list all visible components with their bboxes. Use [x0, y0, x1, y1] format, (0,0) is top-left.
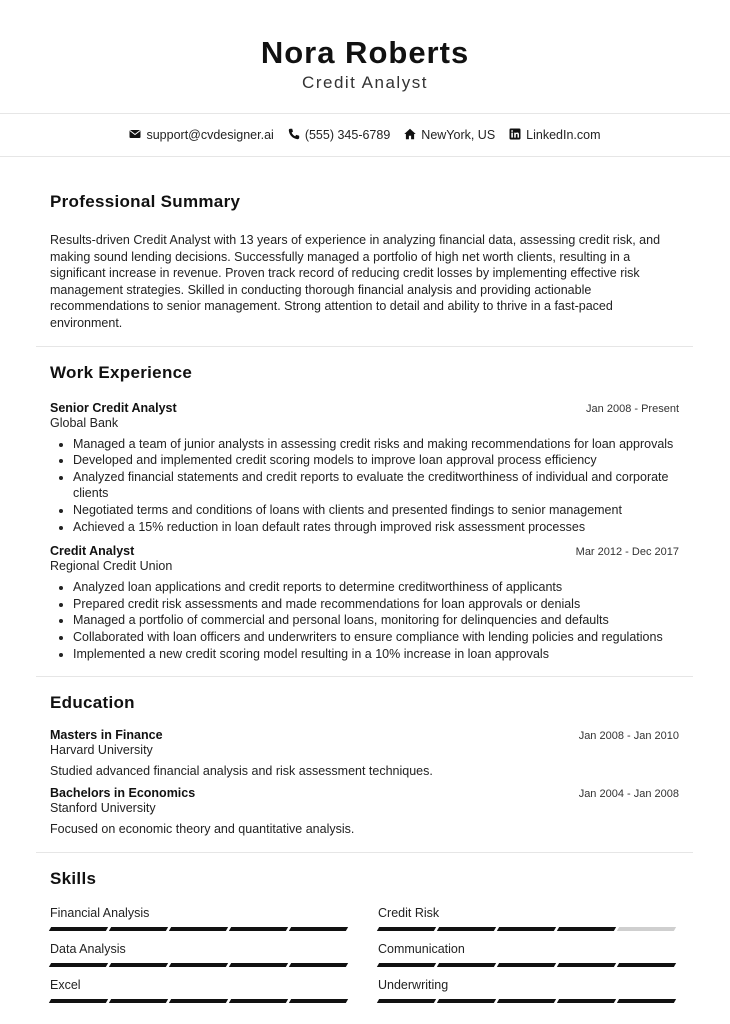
skill-item [50, 977, 350, 1013]
resume-body [36, 158, 693, 1013]
job-company: Global Bank [50, 415, 119, 430]
skill-level-segment-filled [377, 963, 436, 967]
bullet-item: • Prepared credit risk assessments and made recommendations for loan approvals or denials [73, 596, 679, 613]
bullet-item: • Achieved a 15% reduction in loan default rates through improved risk assessment processes [73, 519, 679, 536]
linkedin-text: LinkedIn.com [526, 128, 601, 142]
skill-name: Excel [50, 978, 81, 993]
skill-level-segment-filled [497, 927, 556, 931]
degree-title: Bachelors in Economics [50, 786, 196, 801]
education-dates: Jan 2008 - Jan 2010 [578, 730, 679, 743]
skills-heading: Skills [50, 869, 97, 889]
skill-level-bar [378, 999, 678, 1003]
skill-level-segment-filled [557, 963, 616, 967]
summary-section [36, 158, 693, 347]
skills-grid [50, 905, 679, 1013]
summary-text: Results-driven Credit Analyst with 13 years of experience in analyzing financial data, assessing credit risk, and making sound lending decisions. Successfully managed a portfolio of high net worth clients, resulting in a significant increase in revenue. Proven track record of reducing credit losses by implementing effective risk management strategies. Skilled in conducting thorough financial analysis and providing actionable recommendations to senior management. Strong attention to detail and ability to thrive in a fast-paced environment. [50, 233, 661, 330]
job-dates: Mar 2012 - Dec 2017 [575, 546, 679, 559]
skill-level-segment-filled [377, 927, 436, 931]
job-company: Regional Credit Union [50, 559, 173, 574]
envelope-icon [129, 128, 141, 143]
skill-level-segment-empty [617, 927, 676, 931]
skill-level-segment-filled [49, 927, 108, 931]
skill-level-segment-filled [109, 999, 168, 1003]
skill-level-segment-filled [497, 999, 556, 1003]
education-dates: Jan 2004 - Jan 2008 [578, 788, 679, 801]
degree-title: Masters in Finance [50, 728, 163, 743]
skill-level-segment-filled [169, 999, 228, 1003]
skill-level-segment-filled [617, 963, 676, 967]
skill-level-segment-filled [437, 927, 496, 931]
skill-level-segment-filled [229, 963, 288, 967]
skill-level-segment-filled [437, 963, 496, 967]
skill-level-segment-filled [557, 927, 616, 931]
skill-name: Underwriting [378, 978, 449, 993]
bullet-item: • Managed a portfolio of commercial and personal loans, monitoring for delinquencies and defaults [73, 612, 679, 629]
skill-name: Data Analysis [50, 942, 126, 957]
contact-phone[interactable] [288, 128, 390, 143]
bullet-item: • Analyzed financial statements and credit reports to evaluate the creditworthiness of individual and corporate clients [73, 469, 679, 502]
education-section [36, 677, 693, 853]
home-icon [404, 128, 416, 143]
job-title: Senior Credit Analyst [50, 400, 177, 415]
job-bullets [50, 579, 679, 662]
resume-header [0, 0, 730, 113]
candidate-name: Nora Roberts [260, 35, 470, 70]
skill-level-segment-filled [557, 999, 616, 1003]
skill-level-segment-filled [49, 963, 108, 967]
skill-level-bar [50, 963, 350, 967]
contact-linkedin[interactable] [509, 128, 600, 143]
experience-heading: Work Experience [50, 362, 193, 382]
school-name: Stanford University [50, 801, 156, 816]
skill-level-segment-filled [289, 999, 348, 1003]
skill-name: Communication [378, 942, 465, 957]
skill-level-segment-filled [169, 963, 228, 967]
skill-item [378, 941, 678, 977]
bullet-item: • Collaborated with loan officers and underwriters to ensure compliance with lending policies and regulations [73, 629, 679, 646]
bullet-item: • Developed and implemented credit scoring models to improve loan approval process efficiency [73, 452, 679, 469]
skill-item [50, 905, 350, 941]
skill-level-segment-filled [437, 999, 496, 1003]
skill-level-segment-filled [617, 999, 676, 1003]
education-entry [50, 786, 679, 836]
skill-level-segment-filled [289, 963, 348, 967]
phone-text: (555) 345-6789 [304, 128, 391, 142]
job-bullets [50, 436, 679, 536]
education-heading: Education [50, 693, 135, 713]
skill-item [378, 905, 678, 941]
education-entry [50, 728, 679, 778]
education-description: Studied advanced financial analysis and risk assessment techniques. [50, 764, 433, 779]
skill-level-bar [50, 999, 350, 1003]
skill-item [378, 977, 678, 1013]
skill-name: Credit Risk [378, 906, 440, 921]
skill-item [50, 941, 350, 977]
phone-icon [288, 128, 300, 143]
bullet-item: • Implemented a new credit scoring model resulting in a 10% increase in loan approvals [73, 646, 679, 663]
skill-level-segment-filled [169, 927, 228, 931]
bullet-item: • Negotiated terms and conditions of loans with clients and presented findings to senior management [73, 502, 679, 519]
skill-level-bar [50, 927, 350, 931]
skill-level-segment-filled [229, 927, 288, 931]
email-text: support@cvdesigner.ai [146, 128, 274, 142]
skill-level-bar [378, 963, 678, 967]
experience-section [36, 347, 693, 678]
job-entry [50, 401, 679, 536]
contact-email[interactable] [129, 128, 273, 143]
bullet-item: • Analyzed loan applications and credit reports to determine creditworthiness of applicants [73, 579, 679, 596]
skill-name: Financial Analysis [50, 906, 150, 921]
summary-heading: Professional Summary [50, 192, 241, 211]
skill-level-segment-filled [289, 927, 348, 931]
skill-level-segment-filled [109, 927, 168, 931]
skill-level-segment-filled [497, 963, 556, 967]
skill-level-segment-filled [229, 999, 288, 1003]
contact-bar [0, 113, 730, 157]
skills-section [36, 853, 693, 1013]
skill-level-bar [378, 927, 678, 931]
school-name: Harvard University [50, 743, 153, 758]
job-title: Credit Analyst [50, 544, 135, 559]
linkedin-icon [509, 128, 521, 143]
location-text: NewYork, US [421, 128, 496, 142]
job-entry [50, 544, 679, 662]
education-description: Focused on economic theory and quantitative analysis. [50, 822, 355, 837]
contact-location [404, 128, 495, 143]
bullet-item: • Managed a team of junior analysts in assessing credit risks and making recommendations for loan approvals [73, 436, 679, 453]
skill-level-segment-filled [49, 999, 108, 1003]
job-dates: Jan 2008 - Present [586, 402, 679, 415]
skill-level-segment-filled [109, 963, 168, 967]
candidate-title: Credit Analyst [302, 73, 428, 92]
skill-level-segment-filled [377, 999, 436, 1003]
